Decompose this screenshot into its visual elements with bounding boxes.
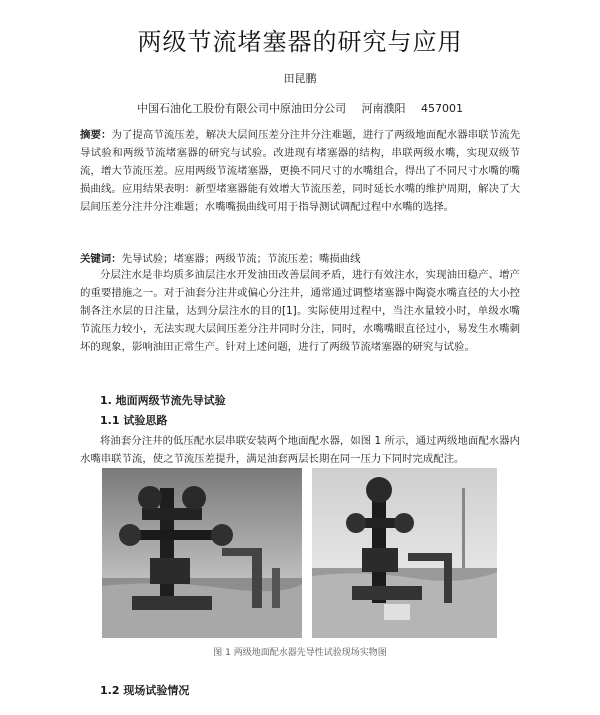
affiliation-city: 河南濮阳 bbox=[361, 102, 406, 115]
paper-title: 两级节流堵塞器的研究与应用 bbox=[137, 28, 463, 56]
affiliation-postcode: 457001 bbox=[421, 102, 463, 115]
abstract bbox=[80, 126, 520, 216]
figure-photo-right bbox=[312, 468, 497, 638]
keywords-label: 关键词： bbox=[80, 253, 122, 265]
wellhead-photo-left bbox=[102, 468, 302, 638]
figure-caption: 图 1 两级地面配水器先导性试验现场实物图 bbox=[213, 648, 387, 658]
keywords-text: 先导试验；堵塞器；两级节流；节流压差；嘴损曲线 bbox=[121, 253, 361, 265]
section-heading-1-1: 1.1 试验思路 bbox=[100, 414, 168, 427]
abstract-text: 为了提高节流压差，解决大层间压差分注井分注难题，进行了两级地面配水器串联节流先导试验和两级节流堵塞器的研究与试验。改进现有堵塞器的结构，串联两级水嘴，实现双级节流，增大节流压差。应用两级节流堵塞器，更换不同尺寸的水嘴组合，得出了不同尺寸水嘴的嘴损曲线。应用结果表明：新型堵塞器能有效增大节流压差，同时延长水嘴的维护周期，解决了大层间压差分注井分注难题；水嘴嘴损曲线可用于指导测试调配过程中水嘴的选择。 bbox=[80, 129, 520, 213]
section-heading-1: 1. 地面两级节流先导试验 bbox=[100, 394, 226, 407]
section-1-1-paragraph: 将油套分注井的低压配水层串联安装两个地面配水器，如图 1 所示，通过两级地面配水器内水嘴串联节流，使之节流压差提升，满足油套两层长期在同一压力下同时完成配注。 bbox=[80, 435, 520, 465]
author-name: 田昆鹏 bbox=[283, 72, 317, 85]
affiliation bbox=[0, 100, 600, 116]
section-heading-1-2: 1.2 现场试验情况 bbox=[100, 684, 190, 697]
wellhead-photo-right bbox=[312, 468, 497, 638]
affiliation-org: 中国石油化工股份有限公司中原油田分公司 bbox=[137, 102, 346, 115]
intro-paragraph: 分层注水是非均质多油层注水开发油田改善层间矛盾，进行有效注水，实现油田稳产、增产的重要措施之一。对于油套分注井或偏心分注井，通常通过调整堵塞器中陶瓷水嘴直径的大小控制各注水层的日注量，达到分层注水的目的[1]。实际使用过程中，当注水量较小时，单级水嘴节流压力较小，无法实现大层间压差分注井同时分注，同时，水嘴嘴眼直径过小，易发生水嘴刺坏的现象，影响油田正常生产。针对上述问题，进行了两级节流堵塞器的研究与试验。 bbox=[80, 269, 520, 353]
figure-photo-left bbox=[102, 468, 302, 638]
abstract-label: 摘要： bbox=[80, 129, 112, 141]
